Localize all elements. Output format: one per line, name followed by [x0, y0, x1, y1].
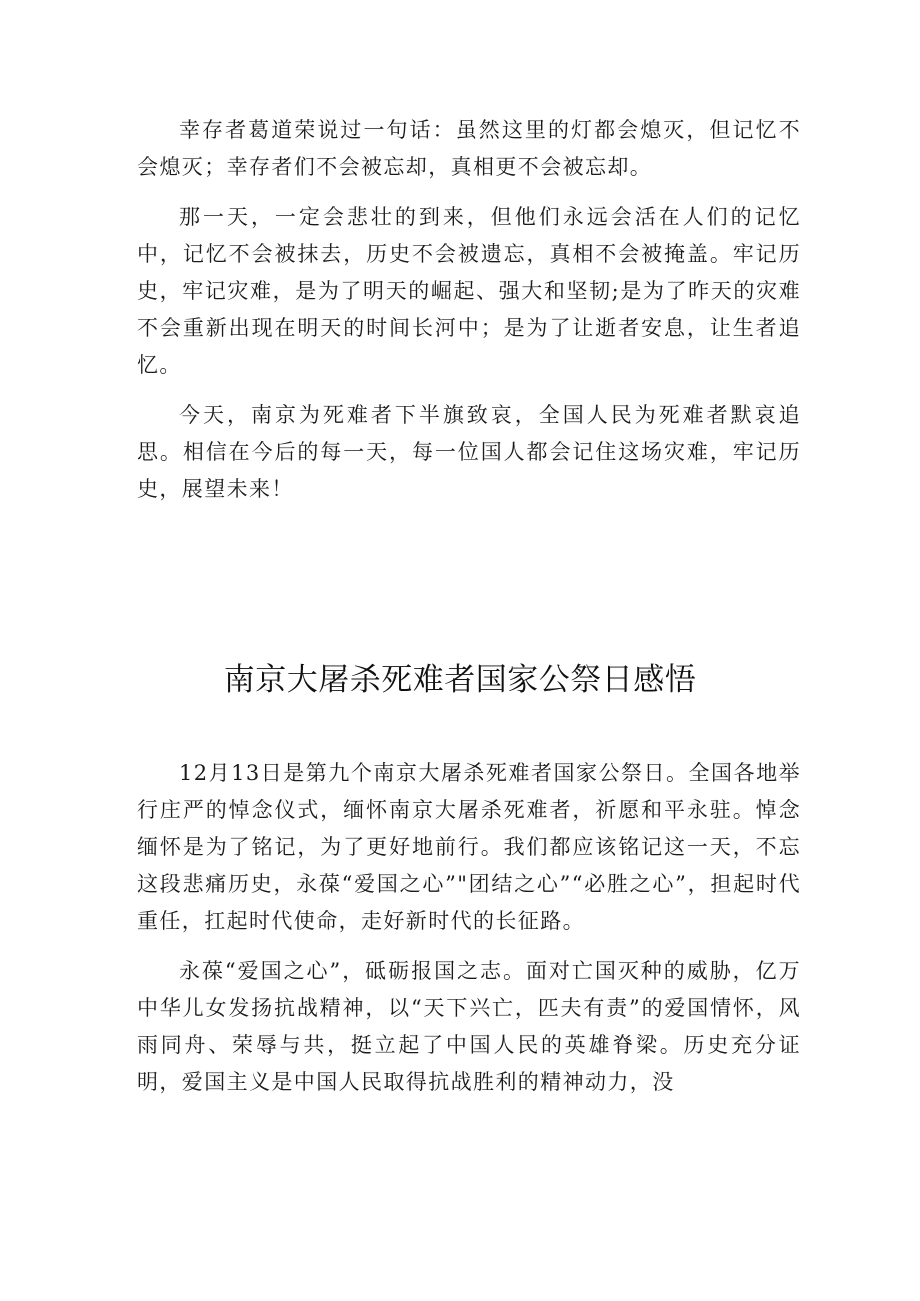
paragraph: 今天，南京为死难者下半旗致哀，全国人民为死难者默哀追思。相信在今后的每一天，每一位国人都会记住这场灾难，牢记历史，展望未来！ [137, 403, 801, 501]
paragraph: 永葆“爱国之心”，砥砺报国之志。面对亡国灭种的威胁，亿万中华儿女发扬抗战精神，以“天下兴亡，匹夫有责”的爱国情怀，风雨同舟、荣辱与共，挺立起了中国人民的英雄脊梁。历史充分证明，爱国主义是中国人民取得抗战胜利的精神动力，没 [137, 959, 801, 1094]
section-text-block [137, 755, 801, 1101]
intro-text-block [137, 112, 801, 508]
section-title: 南京大屠杀死难者国家公祭日感悟 [223, 662, 697, 698]
paragraph: 幸存者葛道荣说过一句话：虽然这里的灯都会熄灭，但记忆不会熄灭；幸存者们不会被忘却，真相更不会被忘却。 [137, 118, 801, 179]
paragraph: 12月13日是第九个南京大屠杀死难者国家公祭日。全国各地举行庄严的悼念仪式，缅怀南京大屠杀死难者，祈愿和平永驻。悼念缅怀是为了铭记，为了更好地前行。我们都应该铭记这一天，不忘这段悲痛历史，永葆“爱国之心”"团结之心”“必胜之心”，担起时代重任，扛起时代使命，走好新时代的长征路。 [137, 761, 801, 933]
paragraph: 那一天，一定会悲壮的到来，但他们永远会活在人们的记忆中，记忆不会被抹去，历史不会被遗忘，真相不会被掩盖。牢记历史，牢记灾难，是为了明天的崛起、强大和坚韧;是为了昨天的灾难不会重新出现在明天的时间长河中；是为了让逝者安息，让生者追忆。 [137, 205, 801, 377]
